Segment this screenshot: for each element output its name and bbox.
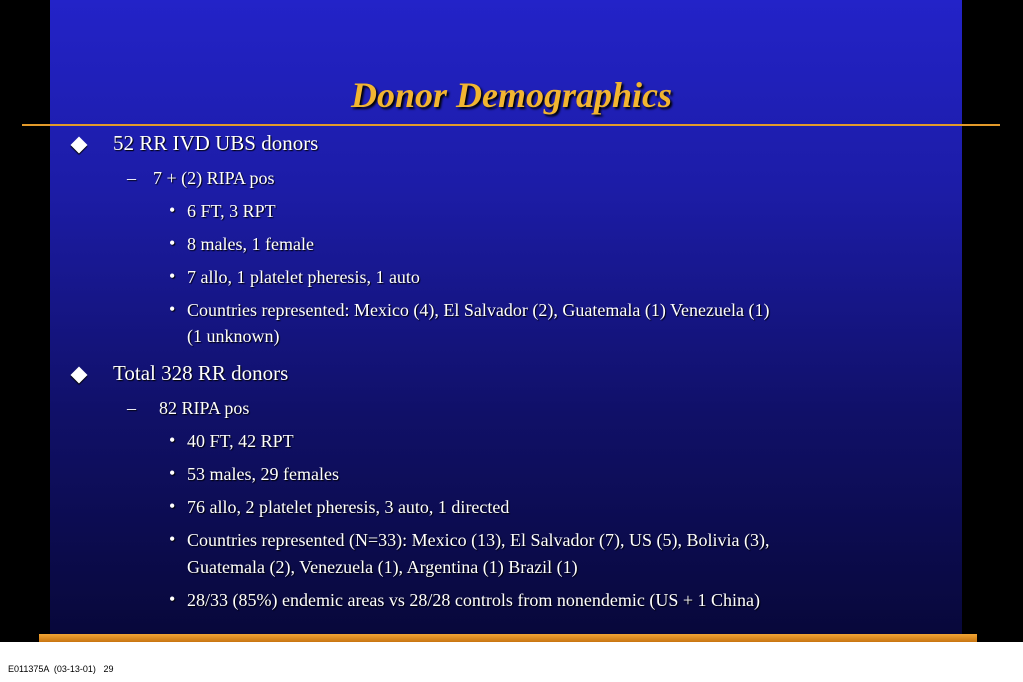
dot-bullet-icon: • (169, 200, 176, 220)
list-item: 7 allo, 1 platelet pheresis, 1 auto (187, 267, 420, 287)
slide-title: Donor Demographics (350, 75, 673, 115)
dot-bullet-icon: • (169, 529, 176, 549)
list-item: 28/33 (85%) endemic areas vs 28/28 controls from nonendemic (US + 1 China) (187, 590, 761, 610)
list-item: 6 FT, 3 RPT (187, 201, 276, 221)
dot-bullet-icon: • (169, 430, 176, 450)
page-number: 29 (103, 664, 114, 674)
footer-text (8, 664, 113, 674)
dot-bullet-icon: • (169, 463, 176, 483)
list-item-continuation: Guatemala (2), Venezuela (1), Argentina (1) Brazil (1) (187, 557, 578, 577)
dot-bullet-icon: • (169, 266, 176, 286)
sub-heading: 82 RIPA pos (159, 398, 250, 418)
title-divider (22, 124, 1000, 126)
list-item: 76 allo, 2 platelet pheresis, 3 auto, 1 directed (187, 497, 510, 517)
footer-date: (03-13-01) (53, 664, 96, 674)
dash-bullet-icon: – (127, 398, 136, 418)
sub-heading: 7 + (2) RIPA pos (153, 168, 275, 188)
dash-bullet-icon: – (127, 168, 136, 188)
footer-area (0, 642, 1023, 682)
section-heading: 52 RR IVD UBS donors (113, 131, 319, 155)
list-item: 40 FT, 42 RPT (187, 431, 294, 451)
list-item: 8 males, 1 female (187, 234, 314, 254)
dot-bullet-icon: • (169, 299, 176, 319)
diamond-bullet-icon (71, 367, 88, 384)
list-item: Countries represented: Mexico (4), El Salvador (2), Guatemala (1) Venezuela (1) (187, 300, 770, 320)
list-item: Countries represented (N=33): Mexico (13), El Salvador (7), US (5), Bolivia (3), (187, 530, 770, 550)
dot-bullet-icon: • (169, 496, 176, 516)
list-item-continuation: (1 unknown) (187, 326, 280, 346)
diamond-bullet-icon (71, 137, 88, 154)
footer-id: E011375A (8, 664, 49, 674)
dot-bullet-icon: • (169, 589, 176, 609)
bottom-accent-bar (39, 634, 977, 642)
section-heading: Total 328 RR donors (113, 361, 289, 385)
list-item: 53 males, 29 females (187, 464, 339, 484)
dot-bullet-icon: • (169, 233, 176, 253)
